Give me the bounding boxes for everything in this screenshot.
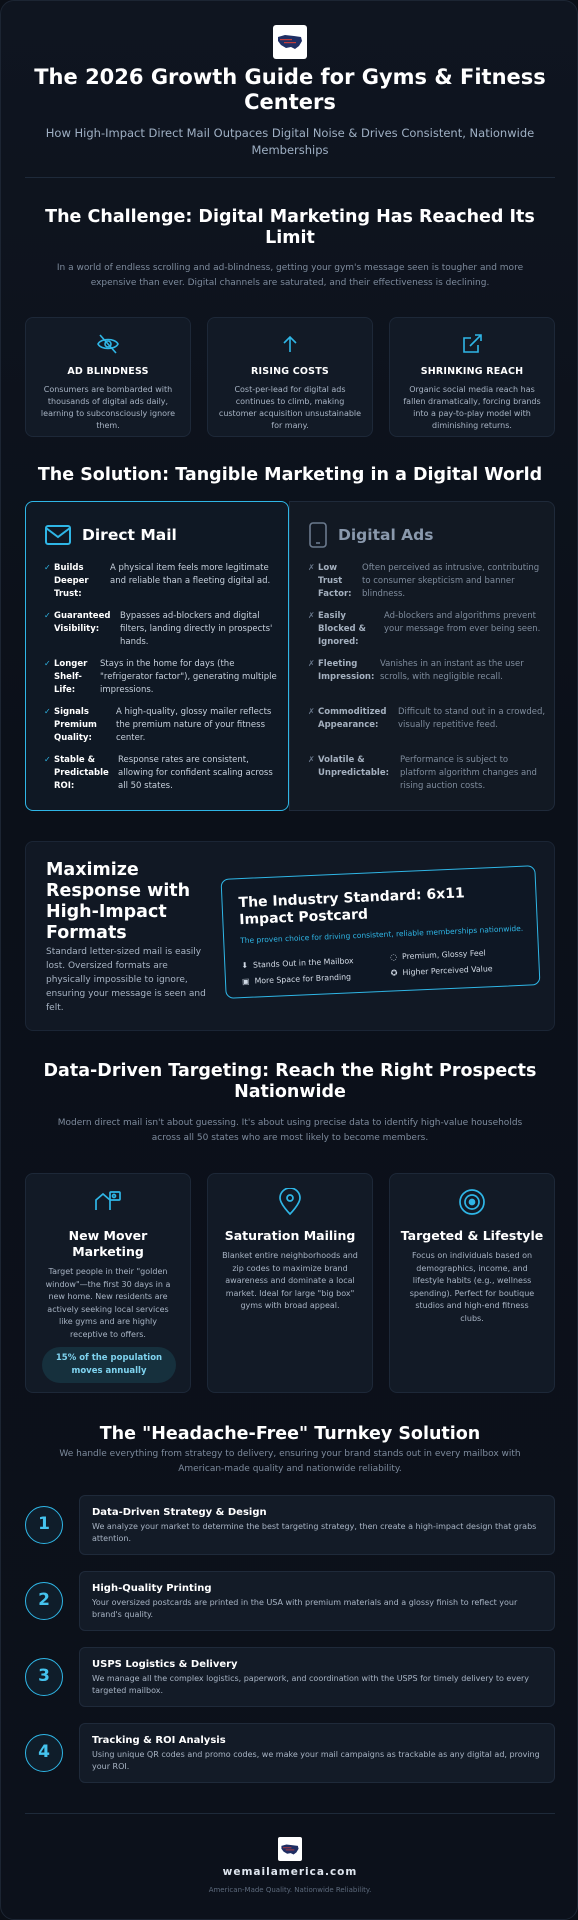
row-label: Builds Deeper Trust: (54, 563, 89, 599)
drop-icon: ◌ (389, 952, 398, 962)
stat-pill: 15% of the population moves annually (42, 1347, 176, 1383)
direct-mail-title: Direct Mail (82, 526, 177, 544)
step-text: We manage all the complex logistics, paperwork, and coordination with the USPS for timely delivery to every targeted mailbox. (92, 1674, 530, 1695)
targeting-card-new-mover (25, 1173, 191, 1393)
digital-ads-row (308, 610, 546, 649)
step-number: 2 (25, 1582, 63, 1620)
maximize-text: Standard letter-sized mail is easily lost. Oversized formats are physically impossible to ignore, ensuring your message is seen and felt. (46, 947, 206, 1013)
digital-ads-row (308, 562, 546, 601)
divider (25, 177, 555, 178)
postcard-feature (391, 964, 493, 977)
step-text: Your oversized postcards are printed in the USA with premium materials and a glossy finish to reflect your brand's quality. (92, 1598, 518, 1619)
step-card (79, 1495, 555, 1555)
check-icon: ✓ (44, 707, 51, 716)
digital-ads-panel (289, 501, 555, 811)
card-title: SHRINKING REACH (420, 366, 524, 377)
x-icon: ✗ (308, 611, 315, 620)
footer-url[interactable]: wemailamerica.com (222, 1866, 358, 1878)
row-label: Guaranteed Visibility: (54, 611, 111, 634)
comparison-panel (25, 501, 555, 811)
step-title: Data-Driven Strategy & Design (92, 1507, 267, 1518)
card-text: Focus on individuals based on demographics, income, and lifestyle habits (e.g., wellness spending). Perfect for boutique studios and high-end fitness clubs. (409, 1251, 535, 1323)
row-desc: A physical item feels more legitimate and reliable than a fleeting digital ad. (110, 563, 271, 586)
x-icon: ✗ (308, 659, 315, 668)
turnkey-intro: We handle everything from strategy to delivery, ensuring your brand stands out in every mailbox with American-made quality and nationwide reliability. (59, 1449, 521, 1474)
challenge-heading: The Challenge: Digital Marketing Has Reached Its Limit (45, 207, 535, 248)
step-card (79, 1571, 555, 1631)
step-text: We analyze your market to determine the best targeting strategy, then create a high-impact design that grabs attention. (92, 1522, 537, 1543)
row-label: Fleeting Impression: (318, 659, 375, 682)
check-icon: ✓ (44, 563, 51, 572)
feature-label: More Space for Branding (254, 972, 352, 986)
challenge-card-rising-costs (207, 317, 373, 437)
direct-mail-row (44, 706, 280, 745)
usa-map-icon (276, 33, 304, 51)
row-desc: Performance is subject to platform algorithm changes and rising auction costs. (400, 755, 537, 791)
brand-logo (273, 25, 307, 59)
row-desc: Difficult to stand out in a crowded, visually repetitive feed. (398, 707, 546, 730)
footer-tagline: American-Made Quality. Nationwide Reliability. (208, 1886, 372, 1894)
direct-mail-panel (25, 501, 289, 811)
card-title: New Mover Marketing (68, 1228, 148, 1259)
card-text: Consumers are bombarded with thousands of digital ads daily, learning to subconsciously ignore them. (40, 385, 176, 430)
step-number: 1 (25, 1506, 63, 1544)
challenge-card-shrinking-reach (389, 317, 555, 437)
targeting-heading: Data-Driven Targeting: Reach the Right Prospects Nationwide (43, 1061, 537, 1102)
row-label: Longer Shelf-Life: (54, 659, 88, 695)
step-card (79, 1723, 555, 1783)
postcard-feature (241, 956, 354, 970)
postcard-feature (242, 972, 351, 986)
card-title: RISING COSTS (251, 366, 329, 377)
arrow-up-icon (208, 332, 372, 356)
row-desc: Stays in the home for days (the "refrigerator factor"), generating multiple impressions. (100, 659, 277, 695)
card-text: Target people in their "golden window"—the first 30 days in a new home. New residents are actively seeking local services like gyms and are highly receptive to offers. (45, 1267, 171, 1339)
x-icon: ✗ (308, 707, 315, 716)
postcard-feature (390, 948, 486, 961)
card-title: AD BLINDNESS (67, 366, 149, 377)
solution-heading: The Solution: Tangible Marketing in a Digital World (37, 465, 543, 485)
row-desc: A high-quality, glossy mailer reflects the premium nature of your fitness center. (116, 707, 272, 743)
mailbox-icon: ⬇ (241, 960, 249, 971)
card-title: Saturation Mailing (224, 1228, 356, 1243)
postcard-title: The Industry Standard: 6x11 Impact Postcard (238, 885, 466, 929)
external-link-icon (390, 332, 554, 356)
postcard-subtitle: The proven choice for driving consistent, reliable memberships nationwide. (240, 923, 524, 946)
feature-label: Stands Out in the Mailbox (252, 956, 354, 970)
usa-map-icon (280, 1843, 300, 1856)
footer-logo (278, 1837, 302, 1861)
targeting-intro: Modern direct mail isn't about guessing. It's about using precise data to identify high-value households across all 50 states who are most likely to become members. (57, 1118, 523, 1143)
direct-mail-row (44, 658, 280, 697)
x-icon: ✗ (308, 755, 315, 764)
row-desc: Bypasses ad-blockers and digital filters, landing directly in prospects' hands. (120, 611, 273, 647)
row-desc: Often perceived as intrusive, contributing to consumer skepticism and banner blindness. (362, 563, 540, 599)
row-label: Commoditized Appearance: (318, 707, 387, 730)
step-title: Tracking & ROI Analysis (92, 1735, 226, 1746)
row-label: Volatile & Unpredictable: (318, 755, 389, 778)
postcard-card (221, 865, 541, 999)
badge-icon: ✪ (390, 968, 398, 978)
step-card (79, 1647, 555, 1707)
row-desc: Ad-blockers and algorithms prevent your message from ever being seen. (384, 611, 541, 634)
step-number: 3 (25, 1658, 63, 1696)
step-title: USPS Logistics & Delivery (92, 1659, 238, 1670)
eye-off-icon (26, 332, 190, 356)
page-subtitle: How High-Impact Direct Mail Outpaces Digital Noise & Drives Consistent, Nationwide Memberships (45, 126, 535, 157)
step-text: Using unique QR codes and promo codes, we make your mail campaigns as trackable as any digital ad, proving your ROI. (92, 1750, 540, 1771)
feature-label: Premium, Glossy Feel (401, 948, 486, 962)
mail-icon (44, 524, 72, 546)
target-icon (390, 1188, 554, 1212)
page-title: The 2026 Growth Guide for Gyms & Fitness Centers (34, 65, 546, 114)
direct-mail-row (44, 754, 280, 793)
layout-icon: ▣ (241, 976, 250, 987)
targeting-card-lifestyle (389, 1173, 555, 1393)
check-icon: ✓ (44, 659, 51, 668)
challenge-intro: In a world of endless scrolling and ad-blindness, getting your gym's message seen is tougher and more expensive than ever. Digital channels are saturated, and their effectiveness is declining. (56, 263, 524, 288)
check-icon: ✓ (44, 755, 51, 764)
moving-truck-icon (26, 1188, 190, 1212)
feature-label: Higher Perceived Value (402, 964, 493, 978)
card-title: Targeted & Lifestyle (400, 1228, 544, 1243)
challenge-card-ad-blindness (25, 317, 191, 437)
step-number: 4 (25, 1734, 63, 1772)
row-desc: Vanishes in an instant as the user scrolls, with negligible recall. (380, 659, 524, 682)
digital-ads-title: Digital Ads (338, 526, 434, 544)
turnkey-heading: The "Headache-Free" Turnkey Solution (99, 1424, 481, 1444)
row-label: Signals Premium Quality: (54, 707, 97, 743)
check-icon: ✓ (44, 611, 51, 620)
divider (25, 1813, 555, 1814)
digital-ads-row (308, 706, 546, 732)
x-icon: ✗ (308, 563, 315, 572)
maximize-heading: Maximize Response with High-Impact Formats (46, 860, 191, 943)
step-title: High-Quality Printing (92, 1583, 212, 1594)
map-pin-icon (208, 1188, 372, 1212)
digital-ads-row (308, 754, 546, 793)
row-desc: Response rates are consistent, allowing for confident scaling across all 50 states. (118, 755, 273, 791)
card-text: Blanket entire neighborhoods and zip codes to maximize brand awareness and dominate a local market. Ideal for large "big box" gyms with broad appeal. (222, 1251, 358, 1310)
phone-icon (308, 522, 328, 548)
row-label: Easily Blocked & Ignored: (318, 611, 366, 647)
direct-mail-row (44, 610, 280, 649)
row-label: Low Trust Factor: (318, 563, 352, 599)
digital-ads-row (308, 658, 546, 684)
direct-mail-row (44, 562, 280, 601)
card-text: Organic social media reach has fallen dramatically, forcing brands into a pay-to-play model with diminishing returns. (403, 385, 541, 430)
row-label: Stable & Predictable ROI: (54, 755, 109, 791)
targeting-card-saturation (207, 1173, 373, 1393)
card-text: Cost-per-lead for digital ads continues to climb, making customer acquisition unsustainable for many. (218, 385, 362, 430)
maximize-section (25, 841, 555, 1031)
